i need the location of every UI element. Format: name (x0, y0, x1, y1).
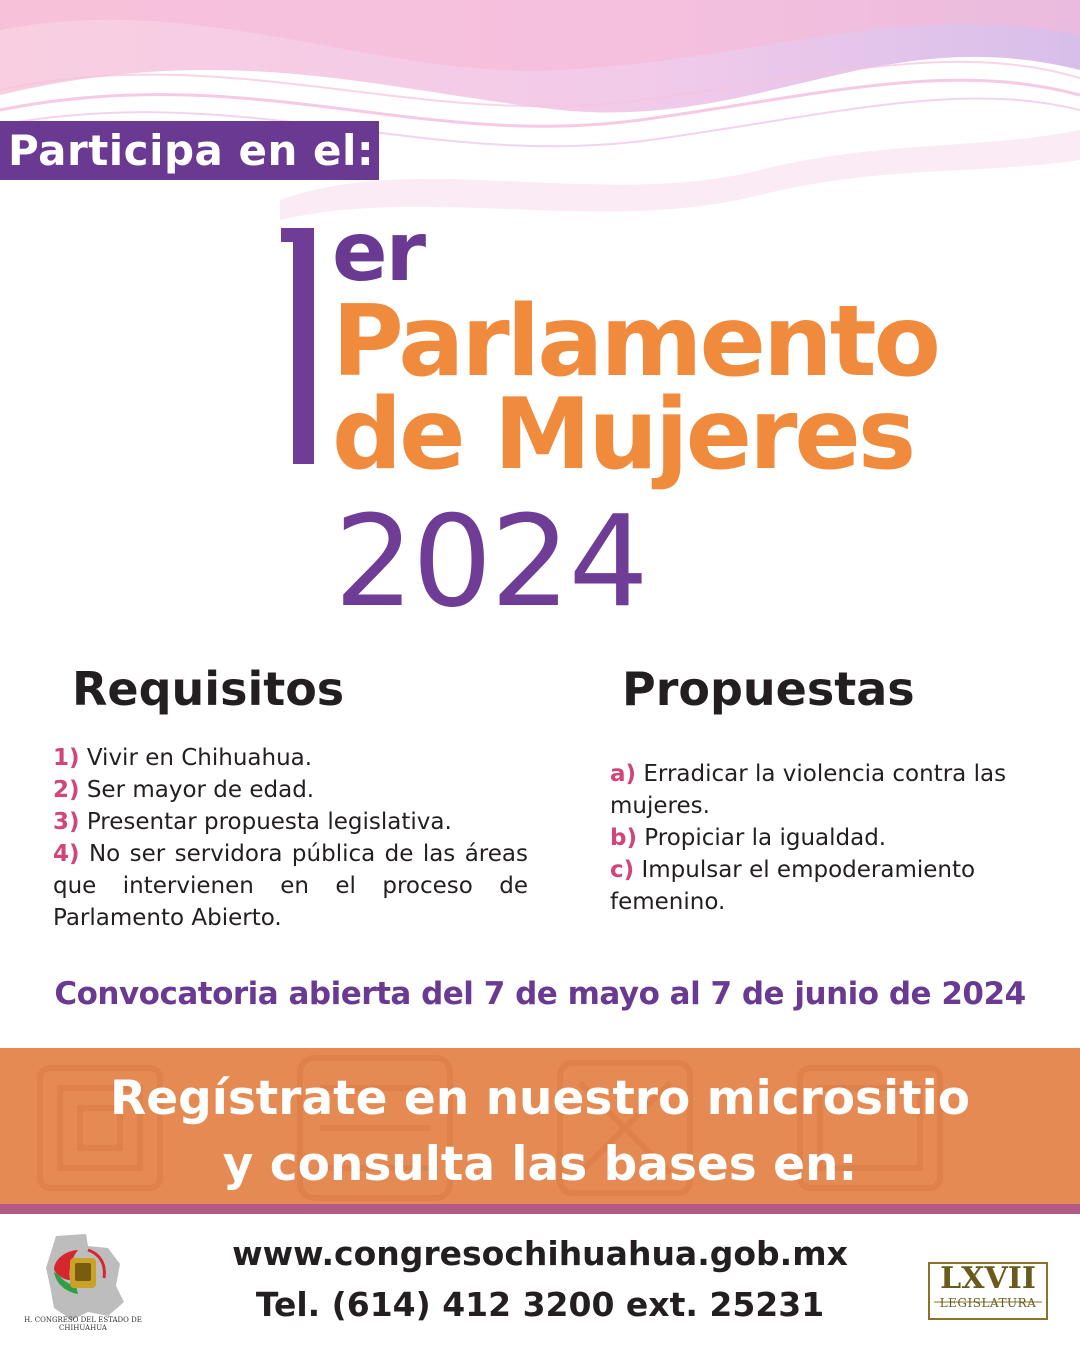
congreso-logo-caption: H. CONGRESO DEL ESTADO DE CHIHUAHUA (24, 1316, 142, 1332)
item-marker: a) (610, 761, 637, 787)
phone-number: Tel. (614) 412 3200 ext. 25231 (255, 1285, 825, 1324)
legislatura-numeral: LXVII (940, 1261, 1036, 1296)
item-text: Impulsar el empoderamiento femenino. (610, 857, 976, 915)
item-marker: 4) (53, 841, 80, 867)
propuestas-list (610, 758, 1030, 918)
item-text: Propiciar la igualdad. (636, 825, 887, 851)
item-text: Vivir en Chihuahua. (79, 745, 313, 771)
item-marker: 1) (53, 745, 80, 771)
ordinal-suffix: er (332, 205, 425, 300)
item-marker: b) (610, 825, 637, 851)
item-text: Presentar propuesta legislativa. (79, 809, 452, 835)
item-text: Ser mayor de edad. (79, 777, 315, 803)
list-item (53, 838, 528, 934)
ordinal-number-one-flag (281, 228, 314, 242)
website-link[interactable]: www.congresochihuahua.gob.mx (232, 1234, 848, 1273)
title-line-1: Parlamento (332, 285, 938, 399)
list-item (53, 806, 528, 838)
item-marker: 3) (53, 809, 80, 835)
item-text: Erradicar la violencia contra las mujeres. (610, 761, 1007, 819)
banner-text (0, 1066, 1080, 1198)
propuestas-heading: Propuestas (622, 662, 915, 716)
item-marker: c) (610, 857, 635, 883)
banner-edge (0, 1204, 1080, 1214)
convocatoria-dates: Convocatoria abierta del 7 de mayo al 7 de junio de 2024 (54, 976, 1026, 1012)
banner-line-1: Regístrate en nuestro micrositio (110, 1071, 970, 1126)
list-item (610, 822, 1030, 854)
legislatura-logo (928, 1262, 1048, 1310)
ordinal-number-one (293, 228, 314, 464)
title-line-2: de Mujeres (332, 378, 914, 492)
item-text: No ser servidora pública de las áreas que intervienen en el proceso de Parlamento Abierto. (53, 841, 528, 931)
list-item (53, 774, 528, 806)
legislatura-caption: LEGISLATURA (939, 1296, 1037, 1310)
decorative-waves (0, 0, 1080, 240)
title-year: 2024 (334, 488, 647, 635)
register-banner (0, 1048, 1080, 1204)
list-item (610, 758, 1030, 822)
list-item (53, 742, 528, 774)
requisitos-heading: Requisitos (72, 662, 345, 716)
participa-tag: Participa en el: (0, 121, 379, 180)
requisitos-list (53, 742, 528, 934)
item-marker: 2) (53, 777, 80, 803)
list-item (610, 854, 1030, 918)
banner-line-2: y consulta las bases en: (222, 1137, 858, 1192)
